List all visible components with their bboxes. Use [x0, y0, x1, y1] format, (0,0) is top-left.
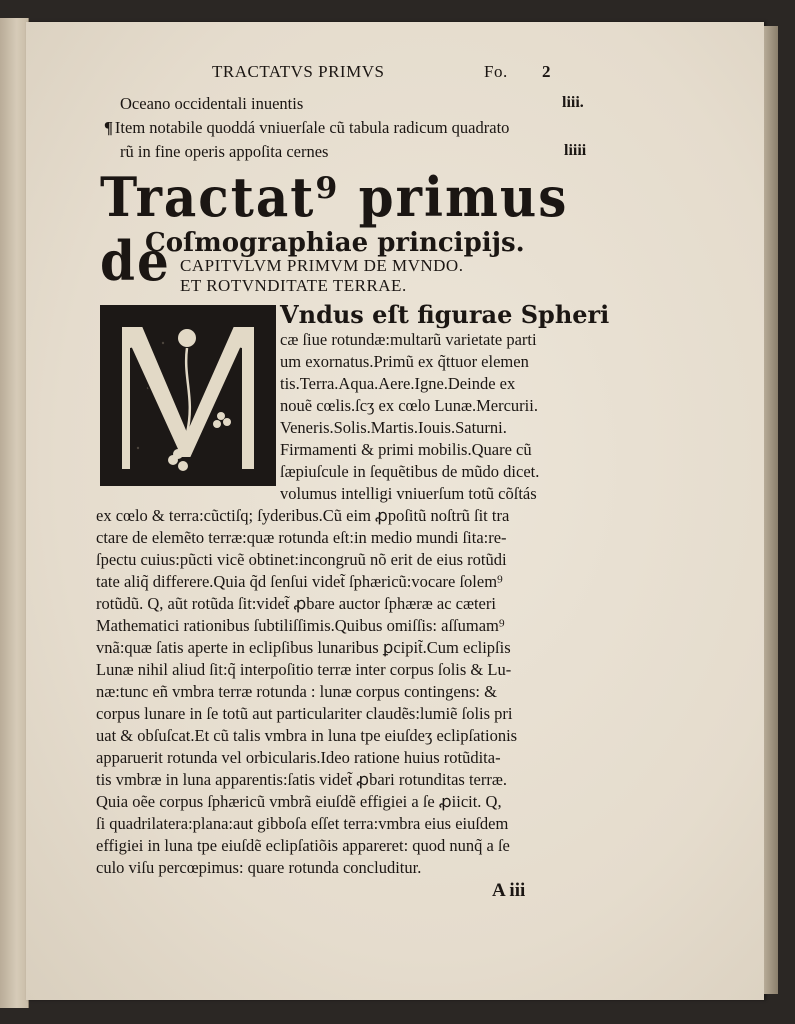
- page-stack-edge: [764, 26, 778, 994]
- body-line: ex cœlo & terra:cũctiſq; ſyderibus.Cũ eim ꝓpoſitũ noſtrũ ſit tra: [96, 506, 510, 525]
- chapter-incipit: Vndus eſt figurae Spheri: [280, 300, 610, 329]
- body-line: ſi quadrilatera:plana:aut gibboſa eſſet terra:vmbra eius eiuſdem: [96, 814, 509, 833]
- body-line: Quia oẽe corpus ſphæricũ vmbrã eiuſdẽ effigiei a ſe ꝓiicit. Q,: [96, 792, 502, 811]
- body-line: volumus intelligi vniuerſum totũ cõſtás: [280, 484, 537, 503]
- index-entry: rũ in fine operis appoſita cernes: [120, 142, 329, 161]
- body-line: næ:tunc eñ vmbra terræ rotunda : lunæ corpus contingens: &: [96, 682, 497, 701]
- index-ref: liiii: [564, 142, 587, 159]
- index-entry: ¶ Item notabile quoddá vniuerſale cũ tabula radicum quadrato: [104, 118, 510, 137]
- chapter-heading-line: ET ROTVNDITATE TERRAE.: [180, 276, 407, 295]
- floral-initial-icon: [103, 308, 273, 483]
- running-header: [212, 62, 612, 88]
- body-line: corpus lunare in ſe totũ aut particulariter claudẽs:lumiẽ ſolis pri: [96, 704, 513, 723]
- folio-label: Fo.: [484, 62, 508, 81]
- facing-page-edge: [0, 18, 29, 1008]
- body-line: Firmamenti & primi mobilis.Quare cũ: [280, 440, 532, 459]
- body-line: Veneris.Solis.Martis.Iouis.Saturni.: [280, 418, 507, 437]
- body-line: tis.Terra.Aqua.Aere.Igne.Deinde ex: [280, 374, 516, 393]
- index-entry: Oceano occidentali inuentis: [120, 94, 304, 113]
- body-line: nouẽ cœlis.ſcʒ ex cœlo Lunæ.Mercurii.: [280, 396, 538, 415]
- decorated-initial-m: [100, 305, 276, 486]
- body-line: effigiei in luna tpe eiuſdẽ eclipſatiõis appareret: quod nunq̃ a ſe: [96, 836, 510, 855]
- pilcrow-icon: ¶: [104, 118, 113, 137]
- treatise-subtitle: Coſmographiae principijs.: [145, 228, 525, 258]
- body-line: cæ ſiue rotundæ:multarũ varietate parti: [280, 330, 537, 349]
- body-line: culo viſu percœpimus: quare rotunda concluditur.: [96, 858, 422, 877]
- body-line: ſæpiuſcule in ſequẽtibus de mũdo dicet.: [280, 462, 540, 481]
- running-title: TRACTATVS PRIMVS: [212, 62, 385, 81]
- body-line: ſpectu cuius:pũcti vicẽ obtinet:incongruũ nõ erit de eius rotũdi: [96, 550, 507, 569]
- treatise-title: Tractat⁹ primus de: [100, 165, 569, 293]
- index-ref: liii.: [562, 94, 584, 111]
- folio-number: 2: [542, 62, 551, 81]
- body-line: uat & obſuſcat.Et cũ talis vmbra in luna tpe eiuſdeʒ eclipſationis: [96, 726, 518, 745]
- body-line: tis vmbræ in luna apparentis:ſatis videt̃ ꝓbari rotunditas terræ.: [96, 770, 507, 789]
- chapter-heading-line: CAPITVLVM PRIMVM DE MVNDO.: [180, 256, 464, 275]
- body-line: rotũdũ. Q, aũt rotũda ſit:videt̃ ꝓbare auctor ſphæræ ac cæteri: [96, 594, 496, 613]
- body-line: tate aliq̃ differere.Quia q̃d ſenſui videt̃ ſphæricũ:vocare ſolem⁹: [96, 572, 503, 591]
- body-line: vnã:quæ ſatis aperte in eclipſibus lunaribus ꝑcipit̃.Cum eclipſis: [96, 638, 511, 657]
- signature-mark: A iii: [492, 880, 526, 901]
- body-line: Mathematici rationibus ſubtiliſſimis.Quibus omiſſis: aſſumam⁹: [96, 616, 505, 635]
- body-line: um exornatus.Primũ ex q̃ttuor elemen: [280, 352, 529, 371]
- body-line: Lunæ nihil aliud ſit:q̃ interpoſitio terræ inter corpus ſolis & Lu-: [96, 660, 512, 679]
- body-line: apparuerit rotunda vel orbicularis.Ideo ratione huius rotũdita-: [96, 748, 501, 767]
- body-line: ctare de elemẽto terræ:quæ rotunda eſt:in medio mundi ſita:re-: [96, 528, 507, 547]
